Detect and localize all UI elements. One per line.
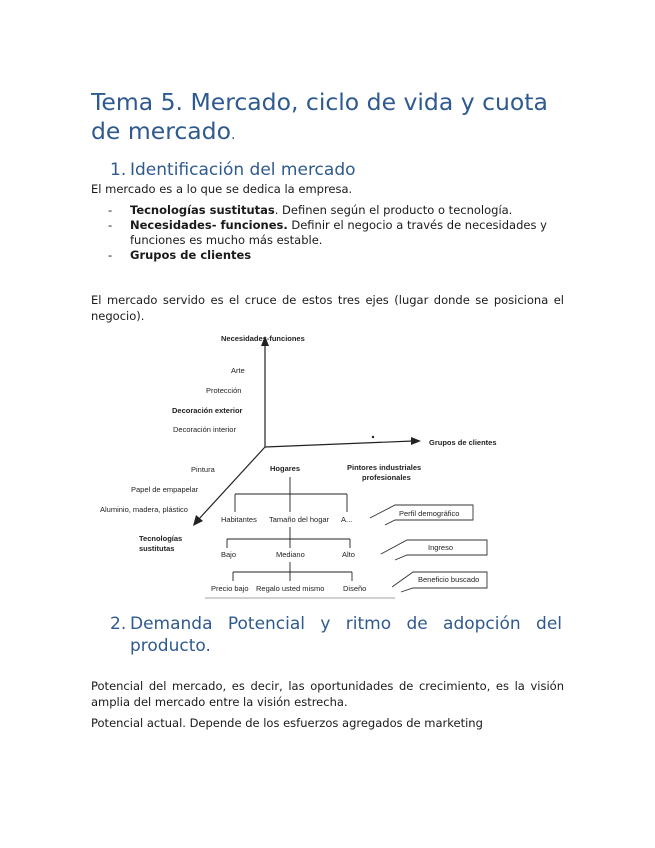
level2-bajo: Bajo: [221, 550, 237, 559]
clients-axis-line: [265, 441, 413, 447]
section-2-heading: [110, 613, 564, 657]
needs-item-proteccion: Protección: [206, 386, 242, 395]
section-1-title: Identificación del mercado: [130, 160, 356, 180]
level2-mediano: Mediano: [276, 550, 305, 559]
client-hogares: Hogares: [270, 464, 301, 473]
axis-dot: [372, 436, 374, 438]
section-1-intro: El mercado es a lo que se dedica la empresa.: [91, 182, 353, 196]
section-1-heading: [110, 160, 356, 180]
section-2-title-2: producto.: [130, 636, 211, 656]
tech-axis-line: [198, 447, 265, 520]
tech-item-aluminio: Aluminio, madera, plástico: [100, 505, 188, 514]
section-2-number: 2.: [110, 614, 127, 634]
list-item: - Grupos de clientes: [108, 248, 252, 262]
list-item: - Tecnologías sustitutas. Definen según el producto o tecnología.: [108, 203, 513, 217]
section-2-paragraph-2: Potencial actual. Depende de los esfuerzos agregados de marketing: [91, 716, 483, 730]
page-title: Tema 5. Mercado, ciclo de vida y cuota de mercado.: [91, 88, 548, 145]
tech-item-papel: Papel de empapelar: [131, 485, 199, 494]
tag-perfil-demografico: Perfil demográfico: [399, 509, 460, 518]
level2-alto: Alto: [342, 550, 355, 559]
level3-precio-bajo: Precio bajo: [211, 584, 249, 593]
tag-beneficio-buscado: Beneficio buscado: [418, 575, 480, 584]
clients-axis-label: Grupos de clientes: [429, 438, 497, 447]
tech-item-pintura: Pintura: [191, 465, 215, 474]
level1-a: A...: [341, 515, 353, 524]
client-pintores-1: Pintores industriales: [347, 463, 422, 472]
needs-item-decoracion-exterior: Decoración exterior: [172, 406, 243, 415]
level3-regalo: Regalo usted mismo: [256, 584, 325, 593]
needs-item-decoracion-interior: Decoración interior: [173, 425, 236, 434]
tech-axis-label-1: Tecnologías: [139, 534, 183, 543]
level1-tamano: Tamaño del hogar: [269, 515, 330, 524]
section-2-title-1: Demanda Potencial y ritmo de adopción del: [130, 614, 562, 634]
bullet-list: [108, 203, 568, 263]
tag-ingreso: Ingreso: [428, 543, 454, 552]
tech-axis-label-2: sustitutas: [139, 544, 175, 553]
served-market-paragraph: El mercado servido es el cruce de estos tres ejes (lugar donde se posiciona el negocio).: [91, 293, 564, 323]
needs-item-arte: Arte: [231, 366, 245, 375]
level1-habitantes: Habitantes: [221, 515, 257, 524]
section-2-paragraph-1: Potencial del mercado, es decir, las oportunidades de crecimiento, es la visión amplia del mercado entre la visión estrecha.: [91, 679, 564, 709]
market-axes-diagram: [95, 322, 565, 604]
section-1-number: 1.: [110, 160, 127, 180]
level3-diseno: Diseño: [343, 584, 367, 593]
list-item: - Necesidades- funciones. Definir el negocio a través de necesidades y funciones es mucho más estable.: [108, 218, 547, 247]
client-pintores-2: profesionales: [362, 473, 411, 482]
clients-axis-arrow: [411, 437, 421, 445]
needs-axis-label: Necesidades-funciones: [221, 334, 305, 343]
